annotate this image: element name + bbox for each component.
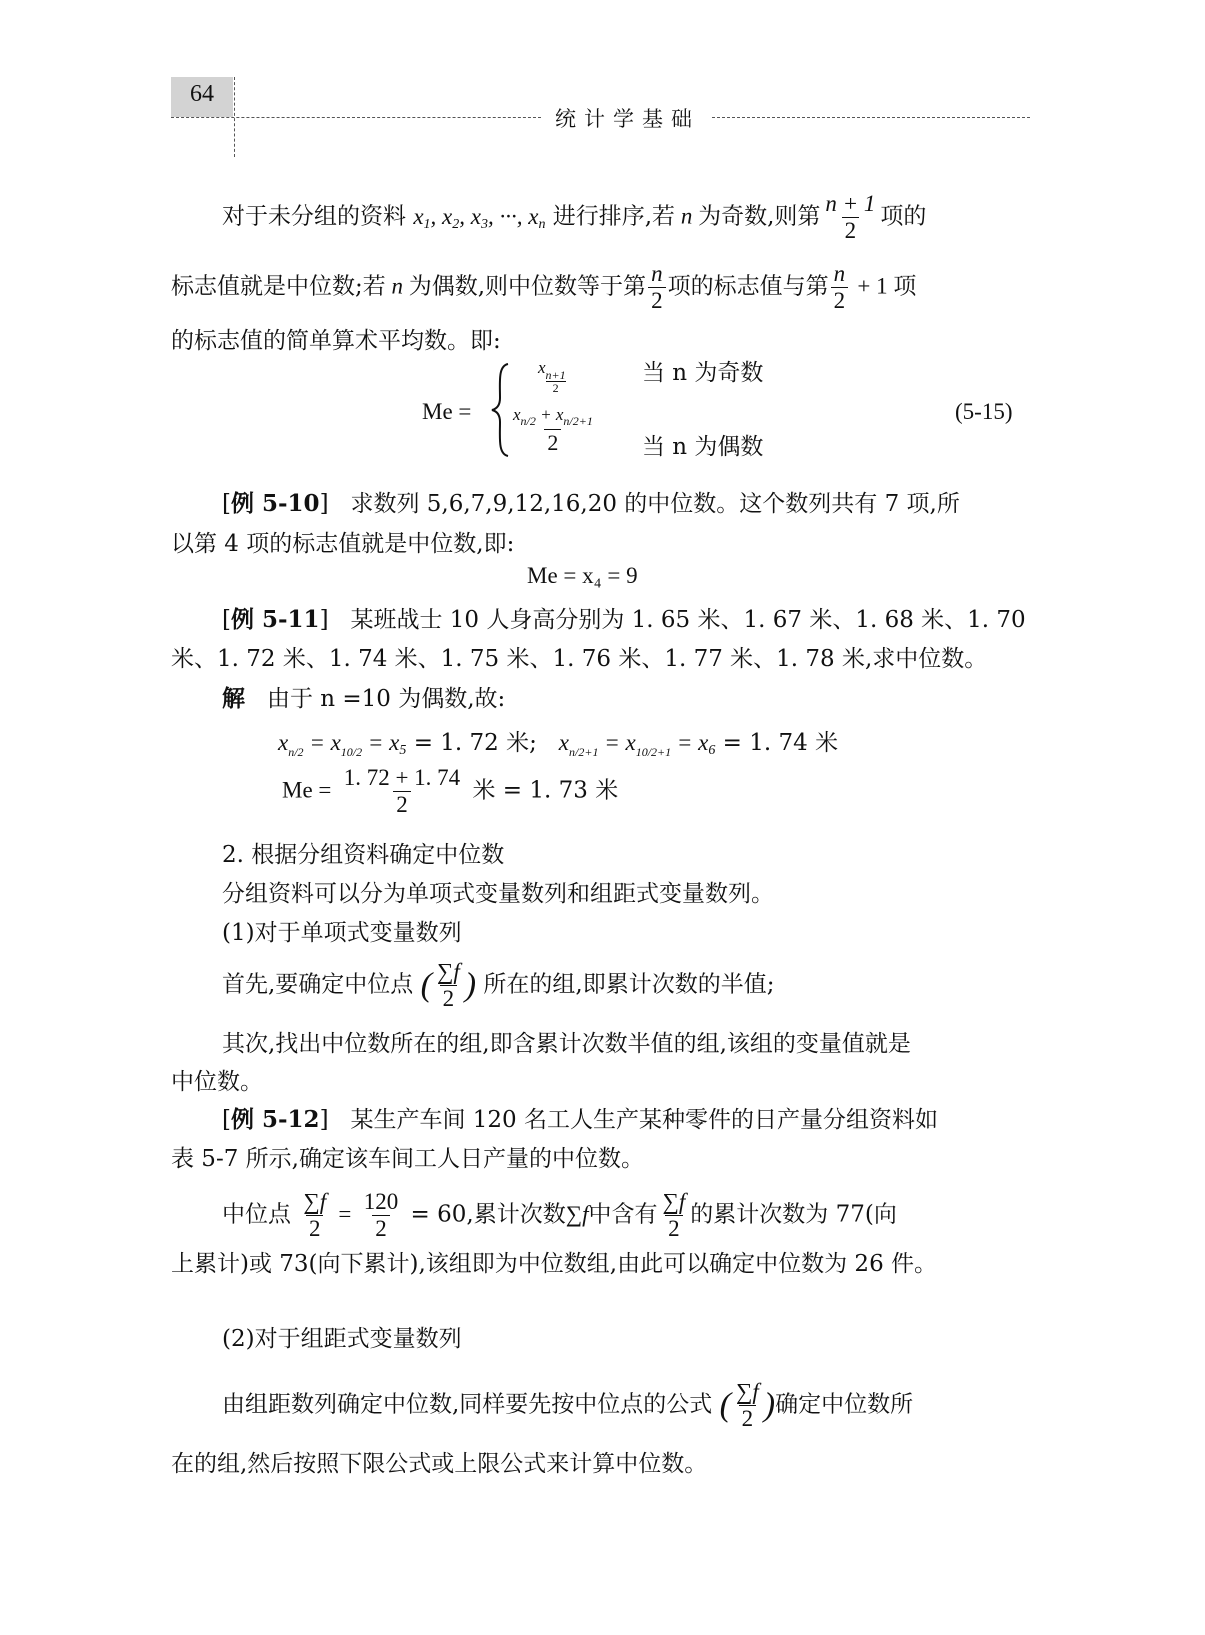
median-result: 米 = 1. 73 米 <box>472 777 619 804</box>
example-5-10-text: 求数列 5,6,7,9,12,16,20 的中位数。这个数列共有 7 项,所 <box>350 491 960 517</box>
example-5-10-line2: 以第 4 项的标志值就是中位数,即: <box>171 531 515 557</box>
step1-line: 首先,要确定中位点 ( $\frac{\sum f}{2}$ ) 所在的组,即累计次数的半值; <box>222 959 775 1012</box>
calc2-tail: = 1. 74 米 <box>722 730 839 756</box>
page-number: 64 <box>190 81 214 107</box>
calc-text-a: 中位点 <box>222 1201 291 1228</box>
calc-text-d: 的累计次数为 77(向 <box>690 1201 897 1228</box>
example-5-11-line1: [例 5-11] 某班战士 10 人身高分别为 1. 65 米、1. 67 米、1. 68 米、1. 70 <box>222 606 1026 633</box>
example-5-12-text: 某生产车间 120 名工人生产某种零件的日产量分组资料如 <box>350 1107 938 1133</box>
example-5-11-line2: 米、1. 72 米、1. 74 米、1. 75 米、1. 76 米、1. 77 米、1. 78 米,求中位数。 <box>171 646 988 672</box>
para1-line2-b: 为偶数,则中位数等于第 <box>408 273 647 300</box>
example-5-10-result: Me = x₄ = 9 <box>527 563 638 588</box>
subsection-2-text-b: 确定中位数所 <box>775 1391 914 1418</box>
equation-number: (5-15) <box>955 399 1013 424</box>
para1-line2-d: + 1 项 <box>857 273 917 299</box>
data-sequence: $x_1$, $x_2$, $x_3$, ···, $x_n$ <box>413 203 546 232</box>
step1-text-b: 所在的组,即累计次数的半值; <box>483 971 775 998</box>
example-5-10-line1: [例 5-10] 求数列 5,6,7,9,12,16,20 的中位数。这个数列共有 7 项,所 <box>222 490 960 517</box>
para1-line2-c: 项的标志值与第 <box>667 273 829 300</box>
even-next-fraction: $\frac{n}{2}$ <box>831 262 849 313</box>
odd-position-fraction: $\frac{n + 1}{2}$ <box>825 191 876 244</box>
solution-label: 解 <box>222 685 245 712</box>
example-5-12-last-line: 上累计)或 73(向下累计),该组即为中位数组,由此可以确定中位数为 26 件。 <box>171 1251 938 1277</box>
example-5-11-label: 例 5-11 <box>230 606 320 633</box>
para1-line1: 对于未分组的资料 $x_1$, $x_2$, $x_3$, ···, $x_n$ 进行排序,若 n 为奇数,则第 $\frac{n + 1}{2}$ 项的 <box>222 191 927 244</box>
example-5-11-text: 某班战士 10 人身高分别为 1. 65 米、1. 67 米、1. 68 米、1. 70 <box>350 607 1026 633</box>
example-5-10-label: 例 5-10 <box>230 490 320 517</box>
subsection-2-line1: 由组距数列确定中位数,同样要先按中位点的公式 ( $\frac{\sum f}{2}$ )确定中位数所 <box>222 1379 914 1432</box>
case1-condition: 当 n 为奇数 <box>642 360 764 386</box>
calc-text-c: 中含有 <box>588 1201 658 1228</box>
subsection-2-text-a: 由组距数列确定中位数,同样要先按中位点的公式 <box>222 1391 713 1418</box>
para1-text-a: 对于未分组的资料 <box>222 203 406 230</box>
page-number-box <box>171 77 233 117</box>
formula-lhs: Me = <box>422 399 472 424</box>
subsection-2-title: (2)对于组距式变量数列 <box>222 1326 462 1352</box>
step2-line2: 中位数。 <box>171 1069 263 1095</box>
solution-text: 由于 n =10 为偶数,故: <box>266 686 506 712</box>
calc1-tail: = 1. 72 米; <box>413 730 537 756</box>
calc-text-b: = 60,累计次数 <box>410 1201 566 1228</box>
running-header-title: 统计学基础 <box>555 107 700 131</box>
median-fraction: $\frac{1. 72 + 1. 74}{2}$ <box>343 765 461 818</box>
example-5-12-line1: [例 5-12] 某生产车间 120 名工人生产某种零件的日产量分组资料如 <box>222 1106 938 1133</box>
para1-text-d: 项的 <box>880 203 927 230</box>
subsection-2-line2: 在的组,然后按照下限公式或上限公式来计算中位数。 <box>171 1451 708 1477</box>
solution-line <box>222 680 505 713</box>
para1-line2-a: 标志值就是中位数;若 <box>171 273 386 300</box>
subsection-1-title: (1)对于单项式变量数列 <box>222 920 462 946</box>
case2-fraction: $\frac{x_{n/2} + x_{n/2+1}}{2}$ <box>513 405 593 455</box>
example-5-12-calc: 中位点 $\frac{\sum f}{2}$ = $\frac{120}{2}$ = 60,累计次数∑f中含有 $\frac{\sum f}{2}$ 的累计次数为 77(向 <box>222 1189 897 1242</box>
example-5-12-label: 例 5-12 <box>230 1106 320 1133</box>
para1-line2: 标志值就是中位数;若 n 为偶数,则中位数等于第 $\frac{n}{2}$ 项的标志值与第 $\frac{n}{2}$ + 1 项 <box>171 261 917 314</box>
section-2-title: 2. 根据分组资料确定中位数 <box>222 842 505 868</box>
even-position-fraction: $\frac{n}{2}$ <box>648 262 666 313</box>
median-point-fraction: $\frac{\sum f}{2}$ <box>436 959 460 1012</box>
para1-text-c: 为奇数,则第 <box>698 203 821 230</box>
solution-calc-line: $x_{n/2} = x_{10/2} = x_5 = 1$. 72 米; $x_{n/2+1} = x_{10/2+1} = x_6 = 1$. 74 米 <box>278 730 839 759</box>
step2-line1: 其次,找出中位数所在的组,即含累计次数半值的组,该组的变量值就是 <box>222 1031 911 1057</box>
section-2-intro: 分组资料可以分为单项式变量数列和组距式变量数列。 <box>222 881 774 907</box>
case2-condition: 当 n 为偶数 <box>642 434 764 460</box>
example-5-12-line2: 表 5-7 所示,确定该车间工人日产量的中位数。 <box>171 1146 644 1172</box>
para1-line3: 的标志值的简单算术平均数。即: <box>171 328 501 354</box>
header-rule-left <box>171 117 541 118</box>
case1-expression: x $\frac{n+1}{2}$ <box>538 358 566 395</box>
header-rule-right <box>712 117 1030 118</box>
median-calc-line: Me = $\frac{1. 72 + 1. 74}{2}$ 米 = 1. 73 米 <box>282 765 619 818</box>
para1-text-b: 进行排序,若 <box>552 203 676 230</box>
step1-text-a: 首先,要确定中位点 <box>222 971 414 998</box>
